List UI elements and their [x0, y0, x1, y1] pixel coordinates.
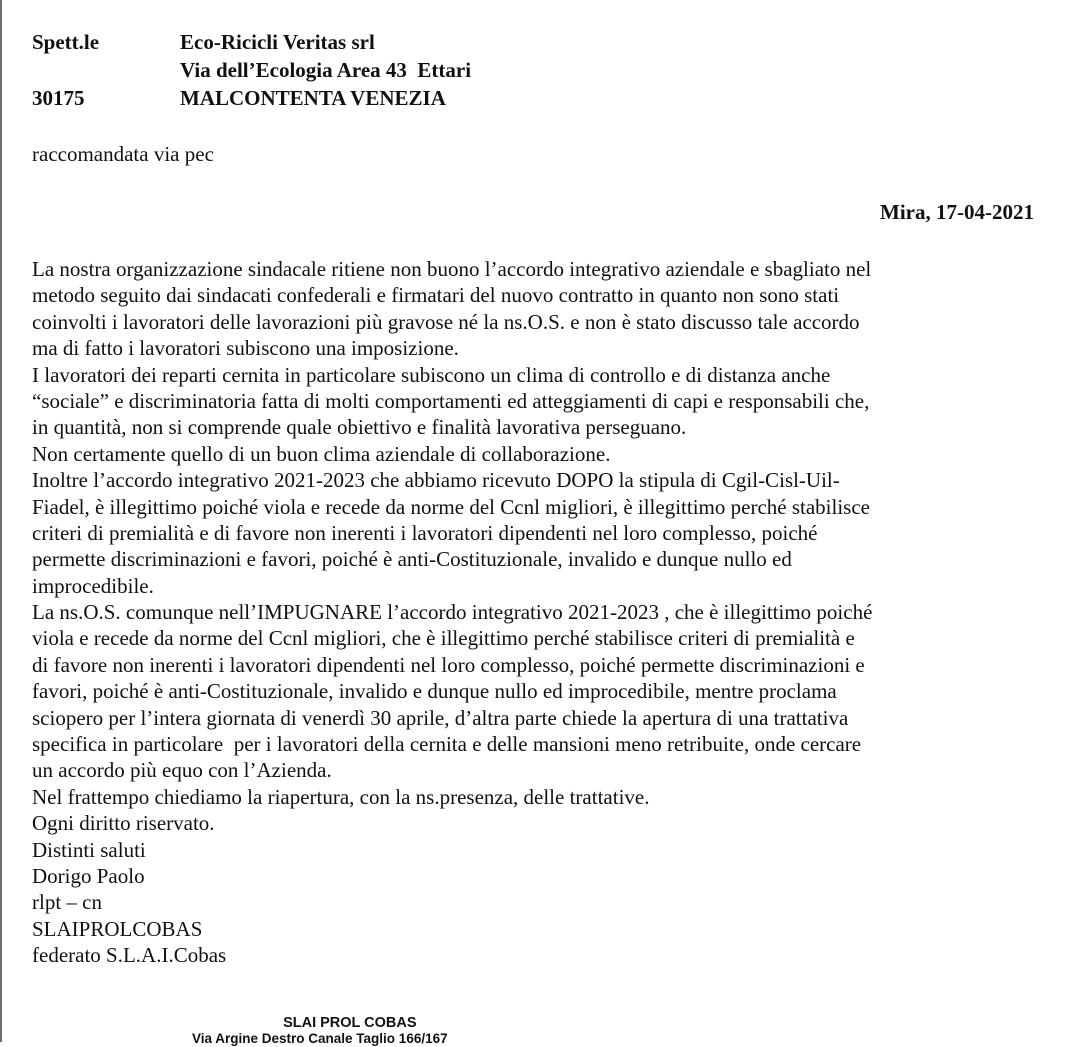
city: MALCONTENTA VENEZIA — [180, 86, 446, 110]
company-name: Eco-Ricicli Veritas srl — [180, 30, 375, 54]
body-line: di favore non inerenti i lavoratori dipendenti nel loro complesso, poiché permette discriminazioni e — [32, 652, 865, 677]
delivery-method: raccomandata via pec — [32, 142, 214, 166]
body-line: Nel frattempo chiediamo la riapertura, con la ns.presenza, delle trattative. — [32, 784, 650, 809]
body-line: permette discriminazioni e favori, poiché è anti-Costituzionale, invalido e dunque nullo ed — [32, 547, 792, 572]
stamp-title: SLAI PROL COBAS — [283, 1015, 417, 1031]
address-row — [32, 56, 471, 84]
stamp-address: Via Argine Destro Canale Taglio 166/167 — [192, 1031, 448, 1046]
organization-federation: federato S.L.A.I.Cobas — [32, 943, 227, 968]
body-line: favori, poiché è anti-Costituzionale, invalido e dunque nullo ed improcedibile, mentre proclama — [32, 679, 837, 704]
body-line: La nostra organizzazione sindacale ritiene non buono l’accordo integrativo aziendale e sbagliato nel — [32, 257, 872, 281]
body-line: “sociale” e discriminatoria fatta di molti comportamenti ed atteggiamenti di capi e responsabili che, — [32, 388, 870, 413]
body-line: ma di fatto i lavoratori subiscono una imposizione. — [32, 336, 459, 361]
body-line: Inoltre l’accordo integrativo 2021-2023 che abbiamo ricevuto DOPO la stipula di Cgil-Cisl-Uil- — [32, 468, 840, 493]
closing-line: Distinti saluti — [32, 837, 146, 862]
body-line: I lavoratori dei reparti cernita in particolare subiscono un clima di controllo e di distanza anche — [32, 362, 831, 387]
body-line: sciopero per l’intera giornata di venerdì 30 aprile, d’altra parte chiede la apertura di una trattativa — [32, 705, 849, 730]
body-line: viola e recede da norme del Ccnl migliori, che è illegittimo perché stabilisce criteri di premialità e — [32, 626, 855, 651]
postal-code: 30175 — [32, 86, 85, 110]
body-line: specifica in particolare per i lavoratori della cernita e delle mansioni meno retribuite, onde cercare — [32, 732, 862, 757]
street-address: Via dell’Ecologia Area 43 Ettari — [180, 58, 472, 82]
organization-stamp — [192, 1015, 448, 1047]
body-line: La ns.O.S. comunque nell’IMPUGNARE l’accordo integrativo 2021-2023 , che è illegittimo poiché — [32, 600, 873, 625]
signatory-organization: SLAIPROLCOBAS — [32, 916, 203, 941]
body-line: Non certamente quello di un buon clima aziendale di collaborazione. — [32, 441, 611, 466]
address-left-empty — [32, 56, 180, 84]
letter-body — [32, 256, 1072, 969]
signatory-role: rlpt – cn — [32, 890, 102, 915]
recipient-address-block — [32, 28, 471, 112]
body-line: un accordo più equo con l’Azienda. — [32, 758, 332, 783]
body-line: criteri di premialità e di favore non inerenti i lavoratori dipendenti nel loro complesso, poiché — [32, 520, 818, 545]
body-line: in quantità, non si comprende quale obiettivo e finalità lavorativa perseguano. — [32, 415, 687, 440]
body-line: metodo seguito dai sindacati confederali e firmatari del nuovo contratto in quanto non sono stati — [32, 283, 840, 308]
closing-line: Ogni diritto riservato. — [32, 811, 215, 836]
place-date: Mira, 17-04-2021 — [880, 200, 1034, 224]
address-row — [32, 84, 471, 112]
body-line: Fiadel, è illegittimo poiché viola e recede da norme del Ccnl migliori, è illegittimo perché stabilisce — [32, 494, 870, 519]
salutation-label: Spett.le — [32, 30, 100, 54]
body-line: improcedibile. — [32, 573, 154, 598]
address-row — [32, 28, 471, 56]
body-line: coinvolti i lavoratori delle lavorazioni più gravose né la ns.O.S. e non è stato discusso tale accordo — [32, 309, 860, 334]
signatory-name: Dorigo Paolo — [32, 863, 145, 888]
